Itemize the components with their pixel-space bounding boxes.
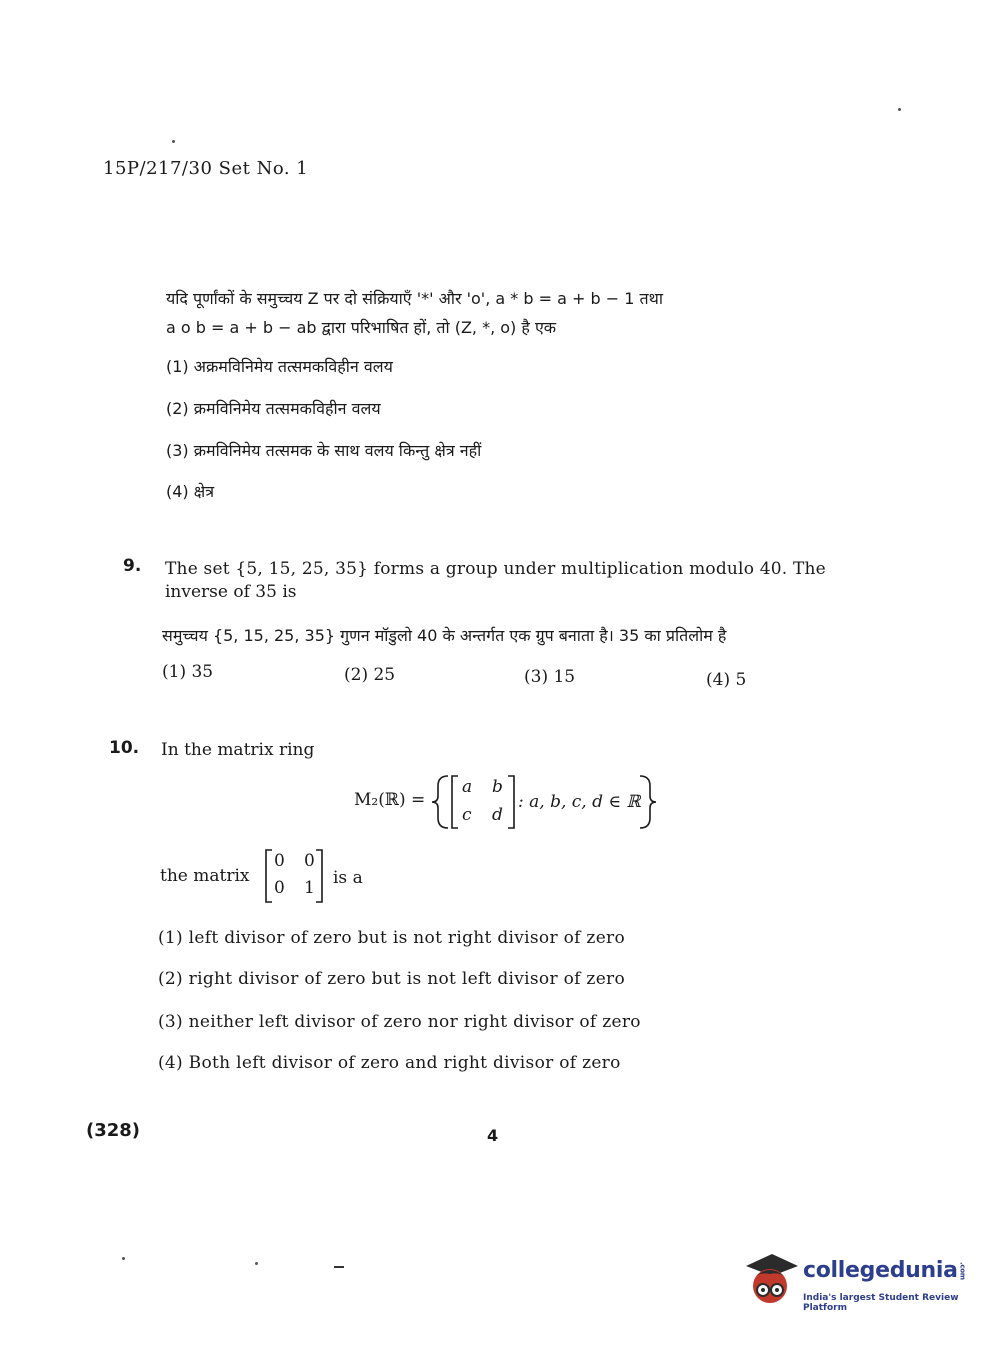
q10-number: 10. bbox=[109, 738, 140, 758]
booklet-code: (328) bbox=[86, 1120, 141, 1141]
matrix-entry-22: 1 bbox=[304, 878, 315, 898]
brand-suffix: .com bbox=[958, 1262, 967, 1280]
q8-option-1: (1) अक्रमविनिमेय तत्समकविहीन वलय bbox=[166, 357, 393, 376]
collegedunia-logo-icon bbox=[742, 1250, 800, 1308]
q9-option-3: (3) 15 bbox=[524, 667, 576, 687]
q10-option-2: (2) right divisor of zero but is not left divisor of zero bbox=[158, 969, 626, 989]
matrix-entry-11: 0 bbox=[274, 851, 285, 871]
q8-hindi-line1: यदि पूर्णांकों के समुच्चय Z पर दो संक्रियाएँ '*' और 'o', a * b = a + b − 1 तथा bbox=[166, 289, 663, 308]
scan-speck bbox=[172, 140, 175, 143]
q10-option-3: (3) neither left divisor of zero nor right divisor of zero bbox=[158, 1012, 641, 1032]
the-matrix-label: the matrix bbox=[160, 866, 250, 886]
q9-hindi: समुच्चय {5, 15, 25, 35} गुणन मॉडुलो 40 के अन्तर्गत एक ग्रुप बनाता है। 35 का प्रतिलोम है bbox=[162, 626, 727, 645]
brand-tagline: India's largest Student Review Platform bbox=[803, 1293, 959, 1313]
matrix-right-bracket bbox=[508, 776, 514, 828]
scan-speck bbox=[255, 1262, 258, 1265]
q9-option-2: (2) 25 bbox=[344, 665, 396, 685]
matrix-entry-d: d bbox=[492, 805, 503, 825]
matrix-entry-b: b bbox=[492, 777, 503, 797]
q9-option-1: (1) 35 bbox=[162, 662, 214, 682]
is-a-label: is a bbox=[333, 868, 363, 888]
matrix-entry-21: 0 bbox=[274, 878, 285, 898]
scan-speck bbox=[122, 1257, 125, 1260]
q8-option-3: (3) क्रमविनिमेय तत्समक के साथ वलय किन्तु क्षेत्र नहीं bbox=[166, 441, 482, 460]
q8-option-4: (4) क्षेत्र bbox=[166, 482, 215, 501]
matrix-entry-12: 0 bbox=[304, 851, 315, 871]
matrix-left-bracket bbox=[452, 776, 458, 828]
scan-speck bbox=[898, 108, 901, 111]
paper-code: 15P/217/30 Set No. 1 bbox=[103, 158, 309, 179]
brand-name bbox=[803, 1258, 967, 1283]
left-curly-brace bbox=[432, 776, 448, 828]
set-lhs: M₂(ℝ) = bbox=[354, 790, 426, 810]
q8-option-2: (2) क्रमविनिमेय तत्समकविहीन वलय bbox=[166, 399, 381, 418]
matrix-right-bracket bbox=[316, 850, 322, 902]
q10-option-4: (4) Both left divisor of zero and right divisor of zero bbox=[158, 1053, 621, 1073]
q8-hindi-line2: a o b = a + b − ab द्वारा परिभाषित हों, तो (Z, *, o) है एक bbox=[166, 318, 557, 337]
matrix-entry-c: c bbox=[462, 805, 472, 825]
q10-option-1: (1) left divisor of zero but is not right divisor of zero bbox=[158, 928, 626, 948]
set-condition: : a, b, c, d ∈ ℝ bbox=[518, 792, 641, 812]
q9-number: 9. bbox=[123, 556, 142, 576]
q10-intro: In the matrix ring bbox=[161, 740, 315, 760]
matrix-entry-a: a bbox=[462, 777, 473, 797]
page-number: 4 bbox=[487, 1126, 499, 1145]
right-curly-brace bbox=[640, 776, 656, 828]
q9-english-line2: inverse of 35 is bbox=[165, 582, 297, 602]
brand-name-text: collegedunia bbox=[803, 1258, 958, 1283]
q9-option-4: (4) 5 bbox=[706, 670, 747, 690]
matrix-left-bracket bbox=[266, 850, 272, 902]
scan-speck bbox=[334, 1266, 344, 1268]
q9-english-line1: The set {5, 15, 25, 35} forms a group under multiplication modulo 40. The bbox=[165, 559, 826, 579]
